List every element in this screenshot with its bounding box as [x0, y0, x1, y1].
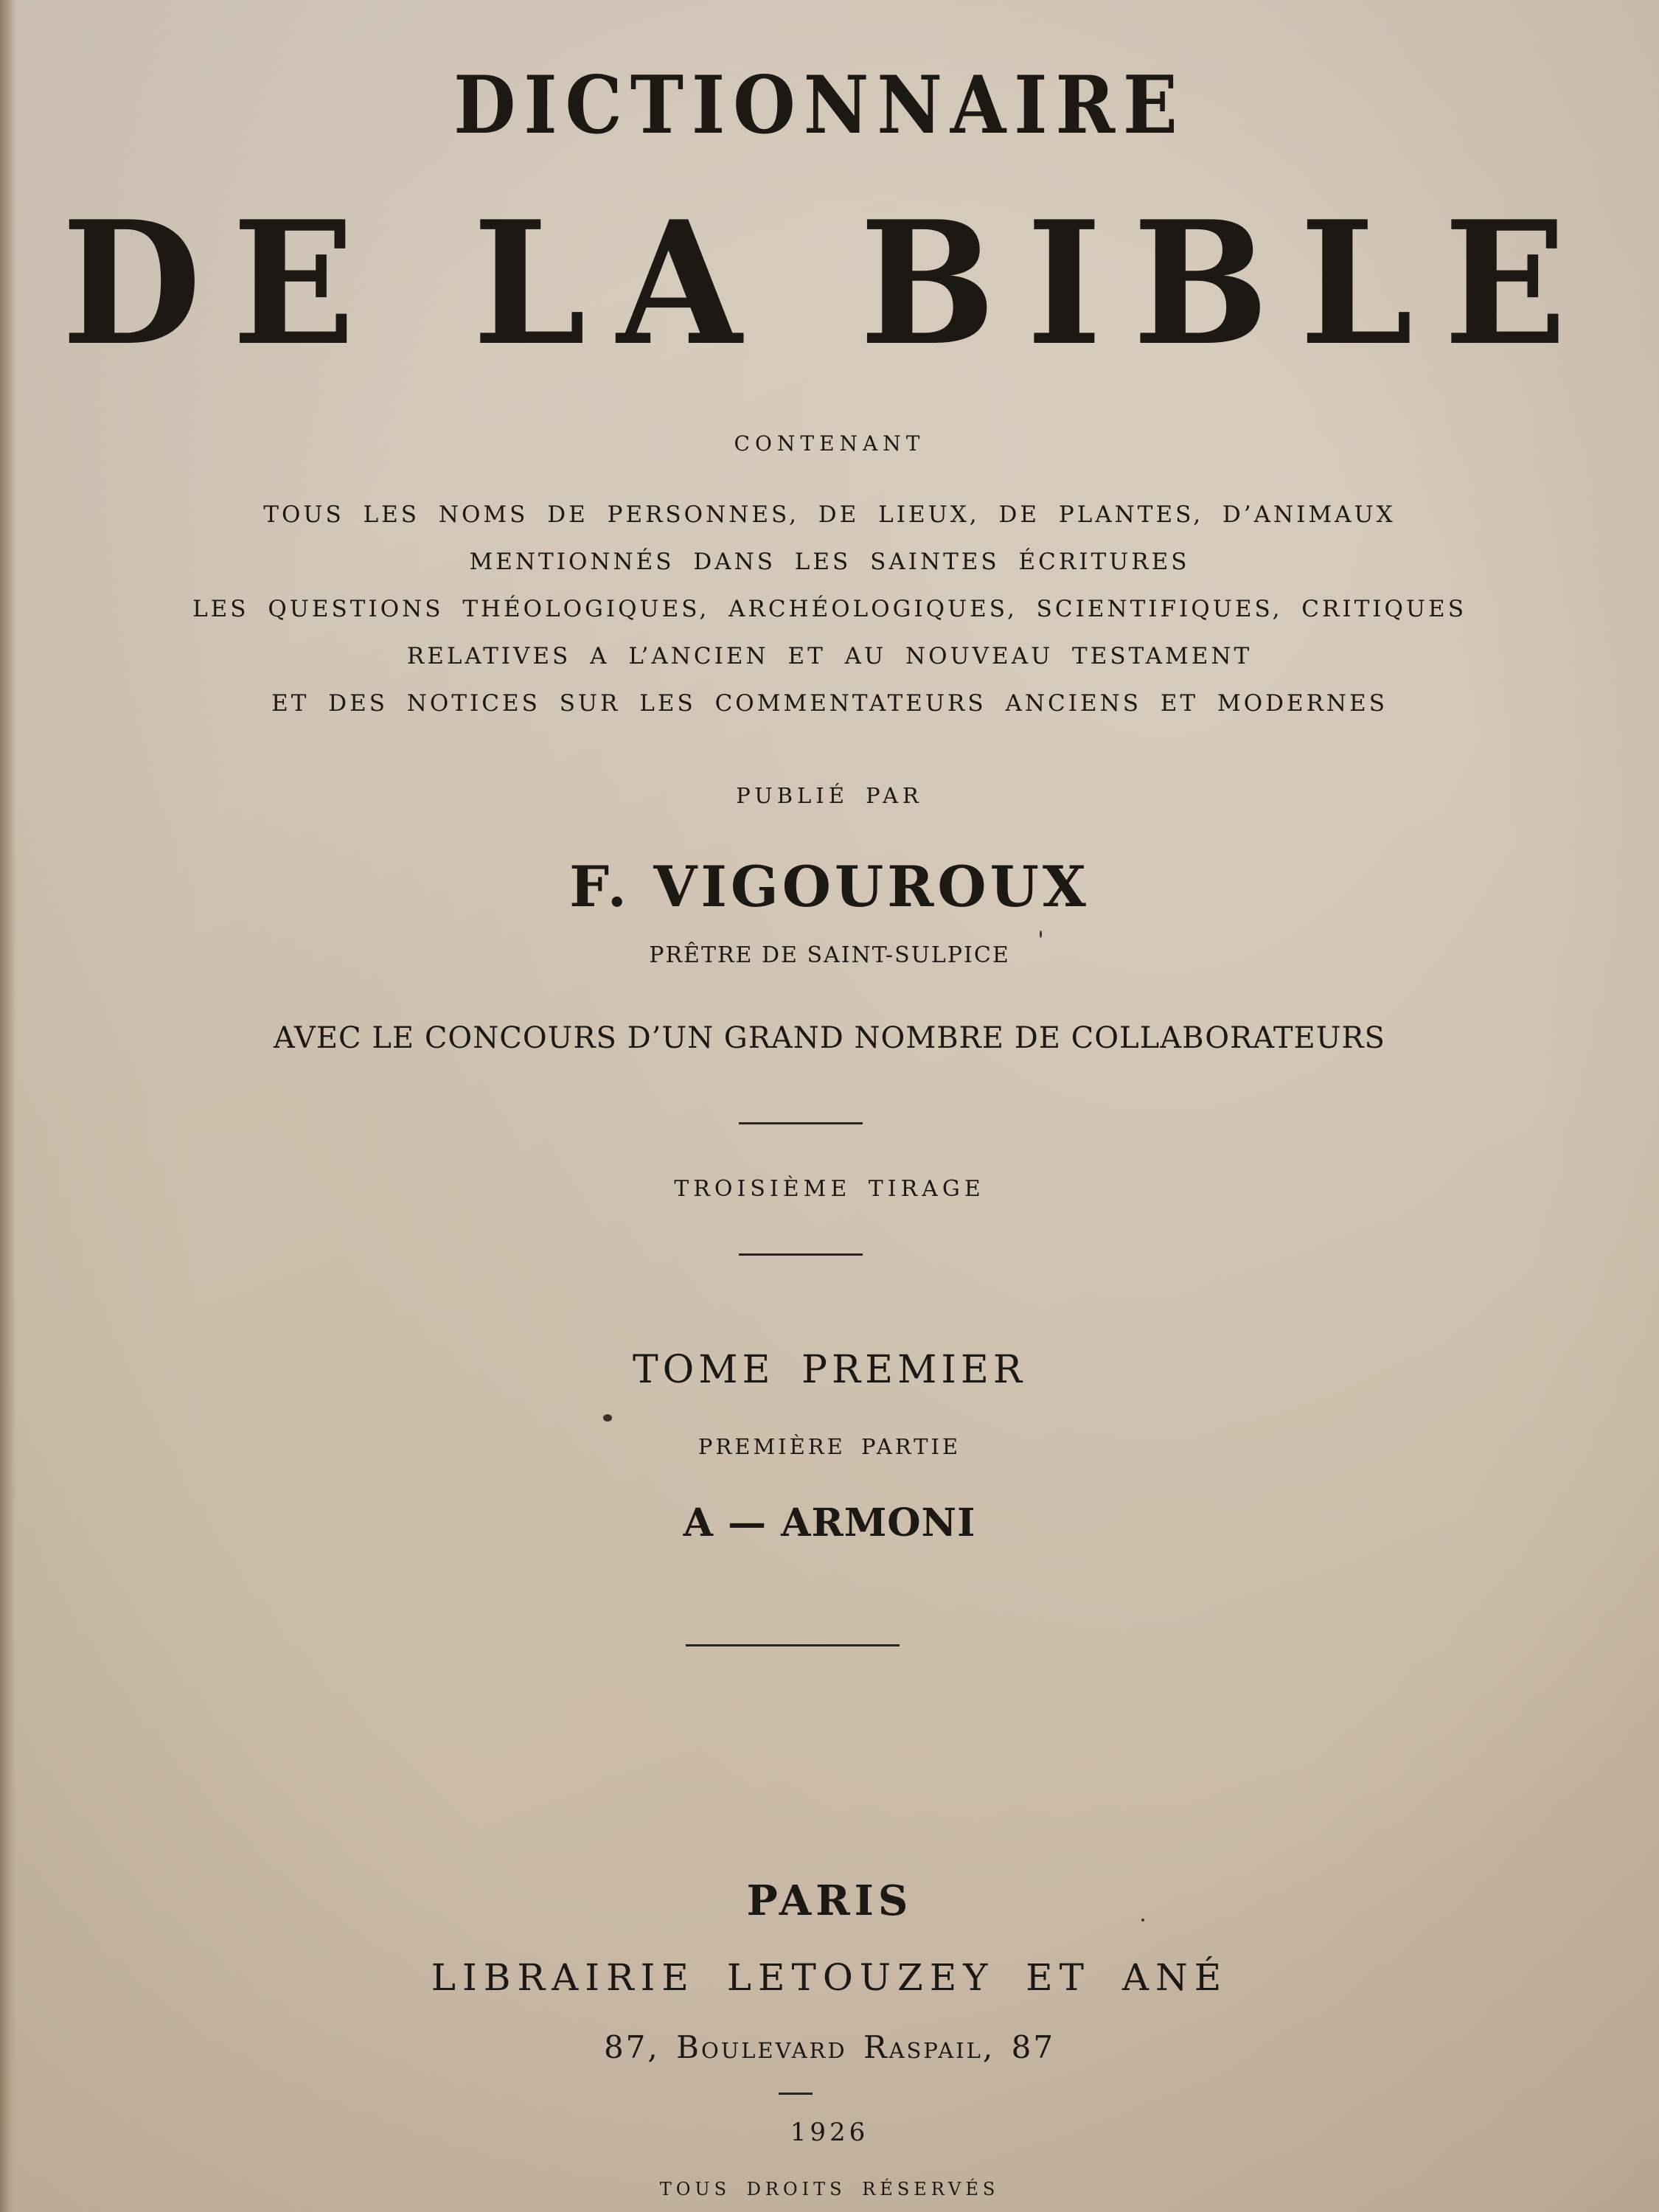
collaboration-note: AVEC LE CONCOURS D’UN GRAND NOMBRE DE COLLABORATEURS [274, 1021, 1385, 1055]
divider-rule [686, 1644, 900, 1646]
published-by-label: PUBLIÉ PAR [736, 783, 923, 808]
part-label: PREMIÈRE PARTIE [698, 1434, 961, 1459]
paper-speck [603, 1414, 612, 1422]
divider-rule [779, 2093, 813, 2095]
divider-rule [739, 1122, 863, 1124]
paper-speck [1040, 931, 1042, 938]
subtitle-line: LES QUESTIONS THÉOLOGIQUES, ARCHÉOLOGIQUES, SCIENTIFIQUES, CRITIQUES [192, 596, 1467, 622]
printing-note: TROISIÈME TIRAGE [674, 1176, 985, 1202]
divider-rule [739, 1253, 863, 1256]
author-name: F. VIGOUROUX [569, 854, 1090, 919]
entry-range: A — ARMONI [683, 1500, 976, 1545]
subtitle-line: RELATIVES A L’ANCIEN ET AU NOUVEAU TESTAMENT [406, 643, 1253, 669]
dictionary-word: DICTIONNAIRE [453, 59, 1186, 152]
subtitle-line: TOUS LES NOMS DE PERSONNES, DE LIEUX, DE PLANTES, D’ANIMAUX [263, 501, 1396, 528]
subtitle-line: ET DES NOTICES SUR LES COMMENTATEURS ANCIENS ET MODERNES [271, 690, 1388, 717]
publisher-address: 87, Boulevard Raspail, 87 [603, 2029, 1056, 2065]
rights-notice: TOUS DROITS RÉSERVÉS [659, 2179, 1000, 2199]
subtitle-line: MENTIONNÉS DANS LES SAINTES ÉCRITURES [469, 549, 1190, 575]
main-title: DE LA BIBLE [61, 184, 1598, 383]
publication-city: PARIS [746, 1877, 913, 1925]
publisher-name: LIBRAIRIE LETOUZEY ET ANÉ [431, 1956, 1228, 1999]
volume-label: TOME PREMIER [632, 1348, 1027, 1392]
publication-year: 1926 [790, 2118, 869, 2147]
contenant-label: CONTENANT [734, 431, 925, 456]
author-title: PRÊTRE DE SAINT-SULPICE [649, 942, 1010, 968]
paper-speck [1141, 1919, 1144, 1921]
